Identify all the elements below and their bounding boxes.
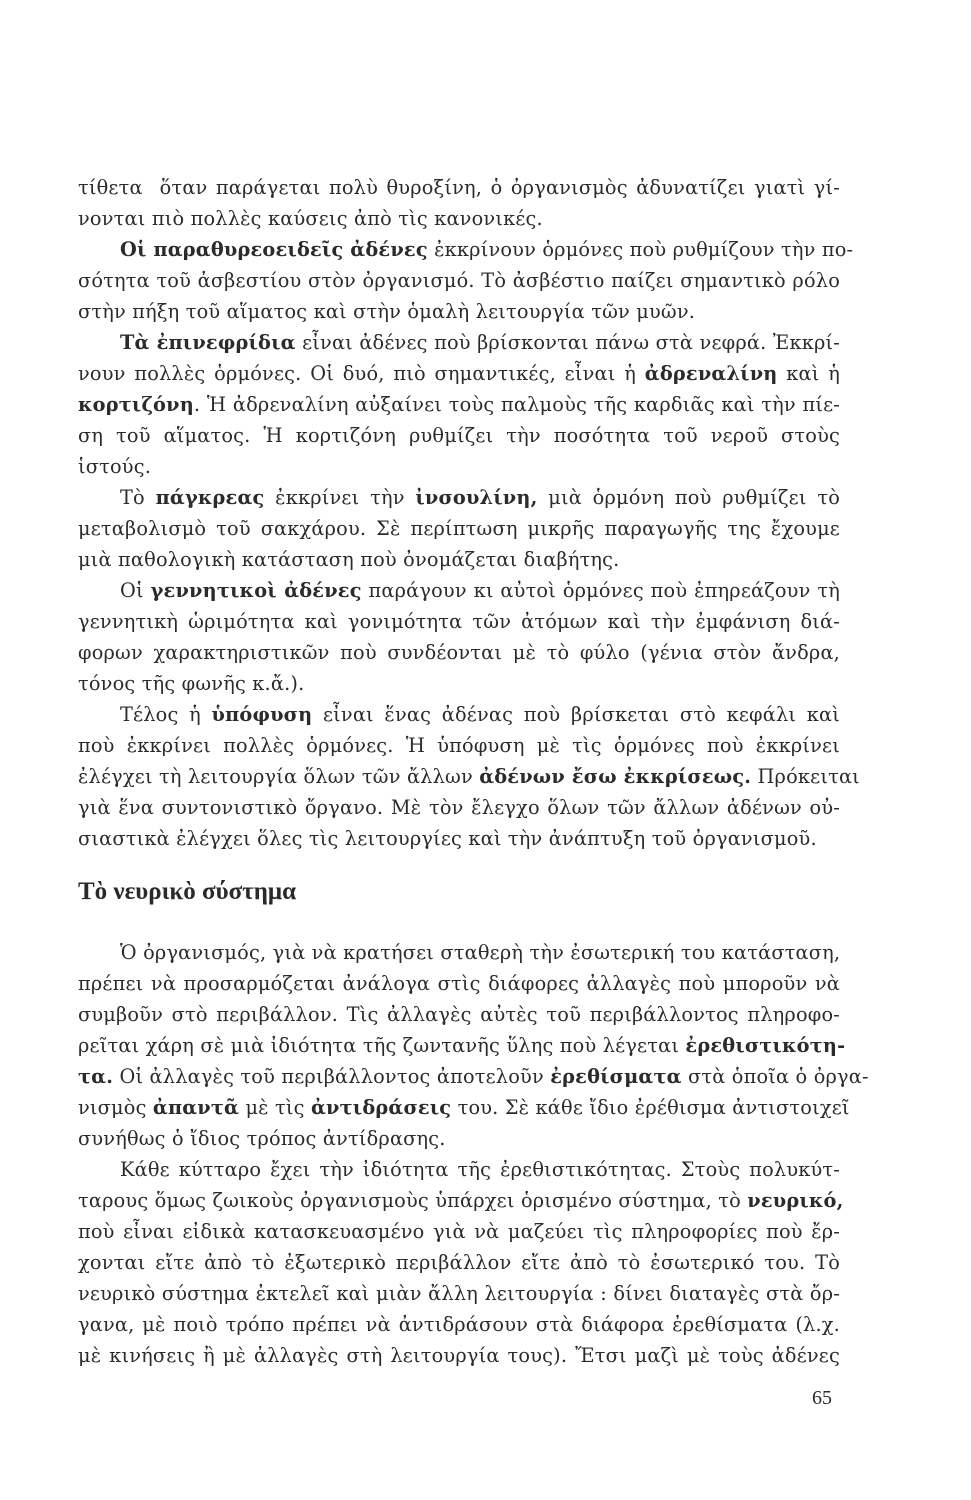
- text-run: ἐκκρίνει τὴν: [264, 486, 416, 509]
- bold-term: ἀδρεναλίνη: [644, 362, 778, 385]
- text-run: στὰ ὁποῖα ὁ ὀργα-: [681, 1065, 869, 1088]
- text-run: ἐκκρίνουν ὁρμόνες ποὺ ρυθμίζουν τὴν πο-: [427, 238, 854, 261]
- text-run: νουν πολλὲς ὁρμόνες. Οἱ δυό, πιὸ σημαντικές, εἶναι ἡ: [78, 362, 645, 385]
- bold-term: ἀδένων ἔσω ἐκκρίσεως.: [479, 765, 752, 788]
- text-run: γεννητικὴ ὡριμότητα καὶ γονιμότητα τῶν ἀτόμων καὶ τὴν ἐμφάνιση διά-: [78, 610, 840, 633]
- text-run: ση τοῦ αἵματος. Ἡ κορτιζόνη ρυθμίζει τὴν ποσότητα τοῦ νεροῦ στοὺς: [78, 424, 840, 447]
- bold-term: ἀπαντᾶ: [152, 1096, 240, 1119]
- bold-term: Οἱ παραθυρεοειδεῖς ἀδένες: [120, 238, 428, 261]
- text-run: ταρους ὅμως ζωικοὺς ὀργανισμοὺς ὑπάρχει ὁρισμένο σύστημα, τὸ: [78, 1189, 748, 1212]
- text-run: πρέπει νὰ προσαρμόζεται ἀνάλογα στὶς διάφορες ἀλλαγὲς ποὺ μποροῦν νὰ: [78, 972, 840, 995]
- bold-term: κορτιζόνη: [78, 393, 194, 416]
- text-run: στὴν πήξη τοῦ αἵματος καὶ στὴν ὁμαλὴ λειτουργία τῶν μυῶν.: [78, 300, 696, 323]
- text-line: [78, 265, 840, 296]
- body-text-section-1: [78, 172, 860, 854]
- text-run: ρεῖται χάρη σὲ μιὰ ἰδιότητα τῆς ζωντανῆς ὕλης ποὺ λέγεται: [78, 1034, 686, 1057]
- text-run: μιὰ παθολογικὴ κατάσταση ποὺ ὀνομάζεται διαβήτης.: [78, 548, 620, 571]
- text-line: [78, 1340, 840, 1371]
- text-run: μεταβολισμὸ τοῦ σακχάρου. Σὲ περίπτωση μικρῆς παραγωγῆς της ἔχουμε: [78, 517, 840, 540]
- text-line: [78, 968, 840, 999]
- bold-term: γεννητικοὶ ἀδένες: [150, 579, 362, 602]
- text-line: [78, 451, 840, 482]
- bold-term: ἐρεθίσματα: [550, 1065, 682, 1088]
- text-run: Πρόκειται: [751, 765, 860, 788]
- text-run: φορων χαρακτηριστικῶν ποὺ συνδέονται μὲ τὸ φύλο (γένια στὸν ἄνδρα,: [78, 641, 840, 664]
- text-run: Τέλος ἡ: [120, 703, 212, 726]
- text-line: [78, 1030, 846, 1061]
- text-run: σιαστικὰ ἐλέγχει ὅλες τὶς λειτουργίες καὶ τὴν ἀνάπτυξη τοῦ ὀργανισμοῦ.: [78, 827, 817, 850]
- text-line: [78, 937, 840, 968]
- text-run: Τὸ: [120, 486, 156, 509]
- text-run: γανα, μὲ ποιὸ τρόπο πρέπει νὰ ἀντιδράσουν στὰ διάφορα ἐρεθίσματα (λ.χ.: [78, 1313, 840, 1336]
- text-run: χονται εἴτε ἀπὸ τὸ ἐξωτερικὸ περιβάλλον εἴτε ἀπὸ τὸ ἐσωτερικό του. Τὸ: [78, 1251, 840, 1274]
- text-run: ποὺ εἶναι εἰδικὰ κατασκευασμένο γιὰ νὰ μαζεύει τὶς πληροφορίες ποὺ ἔρ-: [78, 1220, 840, 1243]
- text-run: ἐλέγχει τὴ λειτουργία ὅλων τῶν ἄλλων: [78, 765, 480, 788]
- text-line: [78, 420, 840, 451]
- text-line: [78, 999, 840, 1030]
- text-run: τίθετα ὅταν παράγεται πολὺ θυροξίνη, ὁ ὀργανισμὸς ἀδυνατίζει γιατὶ γί-: [78, 176, 840, 199]
- text-line: [78, 358, 840, 389]
- text-line: [78, 1278, 840, 1309]
- bold-term: νευρικό,: [747, 1189, 844, 1212]
- text-line: [78, 1309, 840, 1340]
- text-run: γιὰ ἕνα συντονιστικὸ ὄργανο. Μὲ τὸν ἔλεγχο ὅλων τῶν ἄλλων ἀδένων οὐ-: [78, 796, 840, 819]
- text-run: συμβοῦν στὸ περιβάλλον. Τὶς ἀλλαγὲς αὐτὲς τοῦ περιβάλλοντος πληροφο-: [78, 1003, 840, 1026]
- text-run: συνήθως ὁ ἴδιος τρόπος ἀντίδρασης.: [78, 1127, 446, 1150]
- text-line: [78, 699, 840, 730]
- text-line: [78, 172, 840, 203]
- text-run: εἶναι ἀδένες ποὺ βρίσκονται πάνω στὰ νεφρά. Ἐκκρί-: [295, 331, 840, 354]
- text-line: [78, 1185, 844, 1216]
- bold-term: ὑπόφυση: [211, 703, 313, 726]
- text-run: . Ἡ ἀδρεναλίνη αὐξαίνει τοὺς παλμοὺς τῆς καρδιᾶς καὶ τὴν πίε-: [193, 393, 840, 416]
- text-run: νονται πιὸ πολλὲς καύσεις ἀπὸ τὶς κανονικές.: [78, 207, 543, 230]
- text-run: νισμὸς: [78, 1096, 153, 1119]
- bold-term: τα.: [78, 1065, 114, 1088]
- text-run: παράγουν κι αὐτοὶ ὁρμόνες ποὺ ἐπηρεάζουν τὴ: [361, 579, 840, 602]
- text-line: [78, 761, 860, 792]
- text-line: [78, 544, 840, 575]
- text-line: [78, 1216, 840, 1247]
- text-line: [78, 327, 840, 358]
- text-run: Οἱ ἀλλαγὲς τοῦ περιβάλλοντος ἀποτελοῦν: [113, 1065, 551, 1088]
- section-heading: Τὸ νευρικὸ σύστημα: [78, 878, 297, 905]
- text-line: [78, 1061, 869, 1092]
- text-line: [78, 606, 840, 637]
- text-line: [78, 668, 840, 699]
- text-line: [78, 234, 854, 265]
- bold-term: ἰνσουλίνη,: [415, 486, 538, 509]
- text-run: Οἱ: [120, 579, 151, 602]
- text-line: [78, 575, 840, 606]
- text-line: [78, 1092, 850, 1123]
- text-line: [78, 1123, 840, 1154]
- text-line: [78, 730, 840, 761]
- text-run: καὶ ἡ: [777, 362, 840, 385]
- text-line: [78, 637, 840, 668]
- text-line: [78, 792, 840, 823]
- bold-term: ἐρεθιστικότη-: [685, 1034, 846, 1057]
- text-run: εἶναι ἕνας ἀδένας ποὺ βρίσκεται στὸ κεφάλι καὶ: [312, 703, 840, 726]
- text-line: [78, 513, 840, 544]
- text-line: [78, 203, 840, 234]
- text-run: ἱστούς.: [78, 455, 152, 478]
- text-run: τόνος τῆς φωνῆς κ.ἄ.).: [78, 672, 305, 695]
- text-run: νευρικὸ σύστημα ἐκτελεῖ καὶ μιὰν ἄλλη λειτουργία : δίνει διαταγὲς στὰ ὄρ-: [78, 1282, 840, 1305]
- bold-term: ἀντιδράσεις: [311, 1096, 452, 1119]
- text-line: [78, 389, 840, 420]
- bold-term: πάγκρεας: [155, 486, 265, 509]
- text-run: μὲ τὶς: [239, 1096, 311, 1119]
- text-line: [78, 296, 840, 327]
- text-run: του. Σὲ κάθε ἴδιο ἐρέθισμα ἀντιστοιχεῖ: [451, 1096, 850, 1119]
- page-number: 65: [812, 1387, 832, 1409]
- text-run: Κάθε κύτταρο ἔχει τὴν ἰδιότητα τῆς ἐρεθιστικότητας. Στοὺς πολυκύτ-: [120, 1158, 840, 1181]
- text-line: [78, 1247, 840, 1278]
- text-line: [78, 823, 840, 854]
- body-text-section-2: [78, 937, 869, 1371]
- text-run: μὲ κινήσεις ἢ μὲ ἀλλαγὲς στὴ λειτουργία τους). Ἔτσι μαζὶ μὲ τοὺς ἀδένες: [78, 1344, 840, 1367]
- text-run: μιὰ ὁρμόνη ποὺ ρυθμίζει τὸ: [537, 486, 840, 509]
- text-line: [78, 1154, 840, 1185]
- text-run: ποὺ ἐκκρίνει πολλὲς ὁρμόνες. Ἡ ὑπόφυση μὲ τὶς ὁρμόνες ποὺ ἐκκρίνει: [78, 734, 840, 757]
- bold-term: Τὰ ἐπινεφρίδια: [120, 331, 296, 354]
- text-line: [78, 482, 840, 513]
- text-run: σότητα τοῦ ἀσβεστίου στὸν ὀργανισμό. Τὸ ἀσβέστιο παίζει σημαντικὸ ρόλο: [78, 269, 840, 292]
- text-run: Ὁ ὀργανισμός, γιὰ νὰ κρατήσει σταθερὴ τὴν ἐσωτερική του κατάσταση,: [120, 941, 841, 964]
